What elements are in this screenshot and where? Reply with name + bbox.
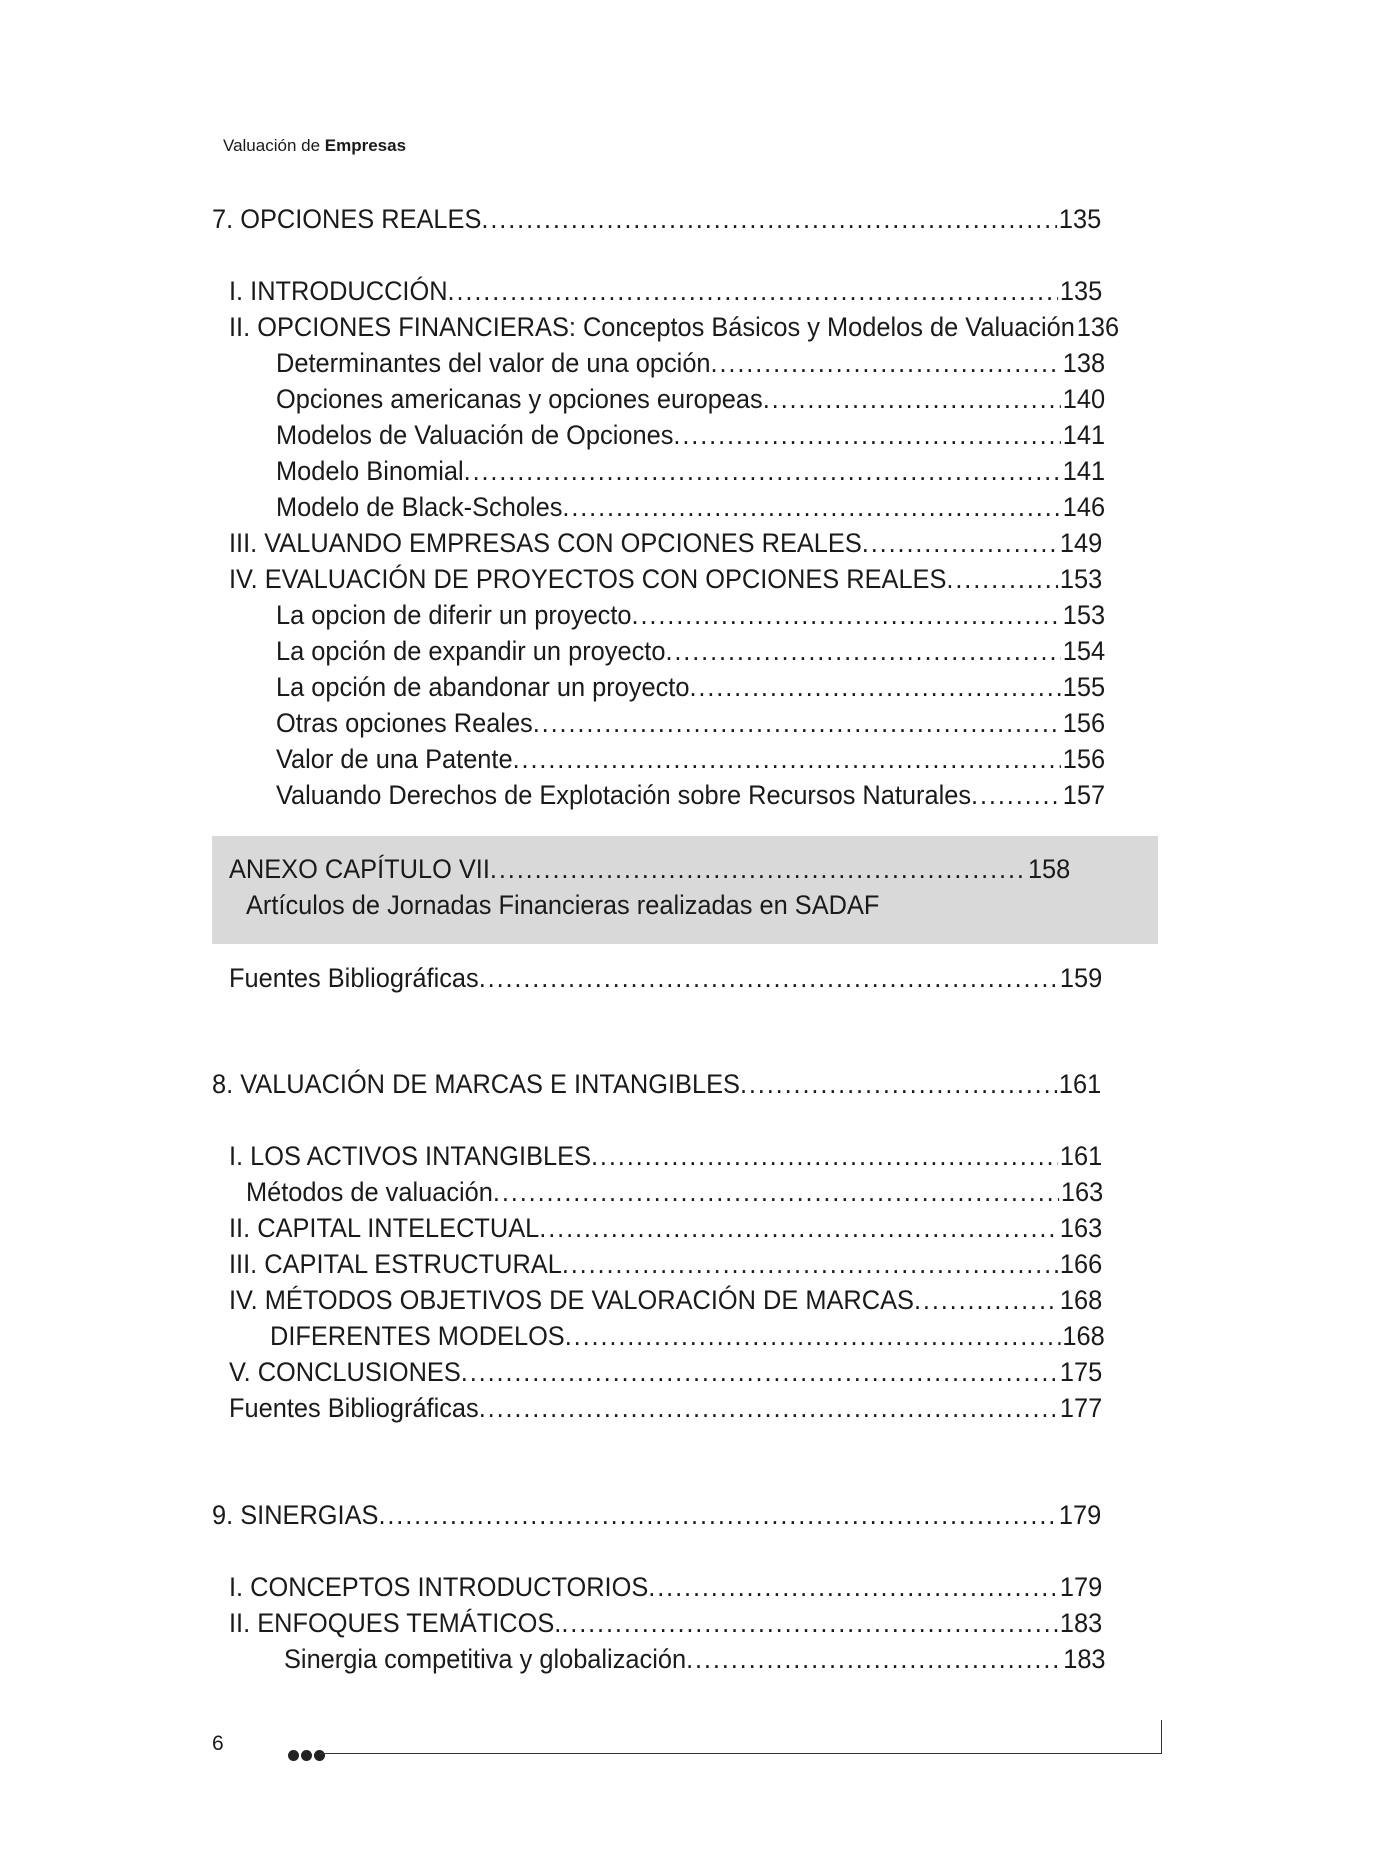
toc-leader [533,705,1061,741]
toc-annex-entry[interactable] [229,851,1070,887]
toc-entry-label: Modelo de Black-Scholes [276,492,563,522]
toc-leader [673,417,1060,453]
toc-entry-label: La opción de expandir un proyecto [276,636,666,666]
toc-leader [464,453,1061,489]
header-bold: Empresas [324,136,407,155]
toc-entry-label: ANEXO CAPÍTULO VII [229,854,490,884]
toc-entry-label: Determinantes del valor de una opción [276,348,711,378]
toc-entry[interactable] [229,1138,1102,1174]
toc-chapter-7-title[interactable] [212,201,1101,237]
decorative-dots-icon [288,1748,327,1766]
toc-entry[interactable] [276,705,1105,741]
toc-entry[interactable] [276,453,1105,489]
toc-page-number: 161 [1058,1069,1102,1099]
toc-entry[interactable] [229,1605,1102,1641]
toc-leader [862,525,1058,561]
toc-leader [479,960,1058,996]
toc-entry-label: I. CONCEPTOS INTRODUCTORIOS [229,1572,649,1602]
toc-entry-label: Otras opciones Reales [276,708,533,738]
toc-entry[interactable] [229,273,1102,309]
toc-page-number: 136 [1076,312,1120,342]
toc-page-number: 156 [1062,744,1106,774]
toc-entry[interactable] [276,381,1105,417]
toc-leader [665,633,1060,669]
toc-page-number: 138 [1062,348,1106,378]
toc-page-number: 158 [1027,854,1071,884]
toc-leader [763,381,1061,417]
toc-entry-label: III. CAPITAL ESTRUCTURAL [229,1249,562,1279]
toc-entry[interactable] [229,1282,1102,1318]
toc-leader [971,777,1061,813]
toc-leader [632,597,1061,633]
header-prefix: Valuación de [223,136,325,155]
toc-page-number: 163 [1060,1177,1104,1207]
toc-entry-label: La opción de abandonar un proyecto [276,672,690,702]
toc-leader [481,201,1057,237]
toc-entry[interactable] [229,1569,1102,1605]
toc-leader [378,1497,1057,1533]
toc-leader [565,1318,1061,1354]
toc-page-number: 140 [1062,384,1106,414]
toc-entry[interactable] [229,1246,1102,1282]
page-number: 6 [212,1732,224,1755]
toc-page-number: 135 [1059,276,1103,306]
toc-page-number: 135 [1058,204,1102,234]
toc-entry-label: II. CAPITAL INTELECTUAL [229,1213,540,1243]
toc-leader [740,1066,1057,1102]
toc-leader [493,1174,1059,1210]
running-header [223,136,406,156]
toc-entry-label: Opciones americanas y opciones europeas [276,384,763,414]
toc-entry[interactable] [276,417,1105,453]
toc-leader [648,1569,1058,1605]
toc-page-number: 157 [1062,780,1106,810]
toc-chapter-9-title[interactable] [212,1497,1101,1533]
toc-entry-label: IV. MÉTODOS OBJETIVOS DE VALORACIÓN DE MARCAS [229,1285,914,1315]
toc-page-number: 177 [1059,1393,1103,1423]
toc-entry[interactable] [276,345,1105,381]
toc-entry[interactable] [229,525,1102,561]
toc-entry[interactable] [229,309,1120,345]
toc-leader [562,1246,1058,1282]
toc-page-number: 141 [1062,456,1106,486]
toc-page-number: 168 [1062,1321,1105,1351]
toc-leader [591,1138,1058,1174]
toc-page-number: 156 [1062,708,1106,738]
toc-leader [914,1282,1058,1318]
toc-entry[interactable] [270,1318,1105,1354]
toc-entry[interactable] [276,597,1105,633]
toc-entry-label: DIFERENTES MODELOS [270,1321,565,1351]
toc-entry-label: III. VALUANDO EMPRESAS CON OPCIONES REALES [229,528,862,558]
toc-page-number: 183 [1063,1644,1106,1674]
toc-entry-label: II. ENFOQUES TEMÁTICOS. [229,1608,562,1638]
toc-leader [479,1390,1058,1426]
toc-entry[interactable] [229,1210,1102,1246]
toc-entry-label: IV. EVALUACIÓN DE PROYECTOS CON OPCIONES REALES [229,564,947,594]
toc-leader [513,741,1061,777]
toc-entry-label: II. OPCIONES FINANCIERAS: Conceptos Básicos y Modelos de Valuación [229,312,1075,342]
toc-page-number: 179 [1058,1500,1102,1530]
toc-entry-label: Valuando Derechos de Explotación sobre Recursos Naturales [276,780,972,810]
toc-page-number: 146 [1062,492,1106,522]
toc-entry-label: La opcion de diferir un proyecto [276,600,632,630]
toc-entry[interactable] [229,1390,1102,1426]
toc-leader [946,561,1058,597]
toc-page-number: 168 [1059,1285,1103,1315]
toc-leader [461,1354,1058,1390]
toc-page-number: 175 [1059,1357,1103,1387]
toc-page-number: 155 [1062,672,1106,702]
toc-chapter-8-title[interactable] [212,1066,1101,1102]
toc-entry-label: Modelo Binomial [276,456,464,486]
toc-page-number: 141 [1062,420,1106,450]
toc-page-number: 179 [1059,1572,1103,1602]
toc-leader [562,489,1060,525]
toc-page-number: 154 [1062,636,1106,666]
toc-page-number: 166 [1059,1249,1103,1279]
footer-rule [320,1753,1162,1754]
toc-page-number: 161 [1059,1141,1103,1171]
toc-entry[interactable] [276,633,1105,669]
toc-entry-label: I. LOS ACTIVOS INTANGIBLES [229,1141,592,1171]
toc-entry-label: I. INTRODUCCIÓN [229,276,448,306]
toc-entry[interactable] [229,561,1102,597]
toc-entry-label: 9. SINERGIAS [212,1500,379,1530]
toc-leader [539,1210,1058,1246]
footer-rule-end [1161,1720,1162,1754]
toc-page-number: 163 [1059,1213,1103,1243]
toc-page-number: 153 [1059,564,1103,594]
toc-leader [711,345,1061,381]
toc-entry[interactable] [276,669,1105,705]
toc-page-number: 149 [1059,528,1103,558]
toc-entry-label: Fuentes Bibliográficas [229,963,479,993]
toc-entry[interactable] [276,777,1105,813]
toc-entry-label: 8. VALUACIÓN DE MARCAS E INTANGIBLES [212,1069,740,1099]
toc-entry-label: Modelos de Valuación de Opciones [276,420,674,450]
annex-subtitle: Artículos de Jornadas Financieras realizadas en SADAF [246,890,880,920]
toc-page-number: 159 [1059,963,1103,993]
toc-page-number: 183 [1059,1608,1103,1638]
toc-leader [448,273,1058,309]
toc-entry-label: Métodos de valuación [246,1177,493,1207]
toc-entry-label: Fuentes Bibliográficas [229,1393,479,1423]
toc-entry[interactable] [276,741,1105,777]
toc-entry-label: 7. OPCIONES REALES [212,204,482,234]
toc-entry[interactable] [276,489,1105,525]
toc-sources-entry[interactable] [229,960,1102,996]
toc-entry[interactable] [229,1354,1102,1390]
toc-entry[interactable] [246,1174,1103,1210]
toc-page-number: 153 [1062,600,1106,630]
toc-entry-label: Sinergia competitiva y globalización [284,1644,687,1674]
toc-entry-label: V. CONCLUSIONES [229,1357,461,1387]
toc-leader [490,851,1026,887]
toc-entry[interactable] [284,1641,1106,1677]
toc-entry-label: Valor de una Patente [276,744,513,774]
toc-leader [686,1641,1061,1677]
toc-leader [689,669,1060,705]
toc-leader [561,1605,1058,1641]
